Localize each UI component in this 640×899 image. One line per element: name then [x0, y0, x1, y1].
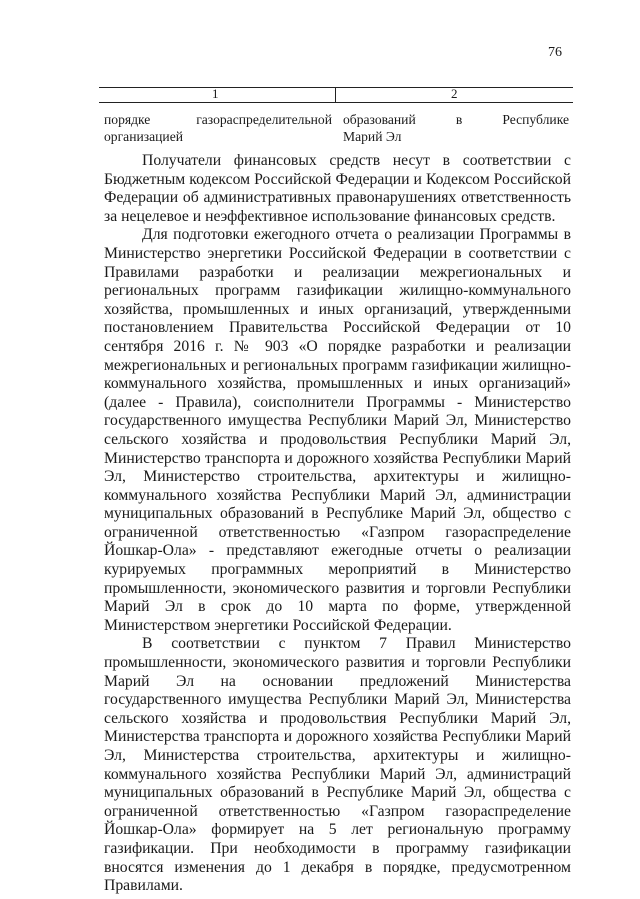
column-divider	[335, 88, 336, 102]
paragraph-3: В соответствии с пунктом 7 Правил Министерство промышленности, экономического развития и торговли Республики Марий Эл на основании предложений Министерства государственного имущества Республики Марий Эл, Министерства сельского хозяйства и продовольствия Республики Марий Эл, Министерства транспорта и дорожного хозяйства Республики Марий Эл, Министерства строительства, архитектуры и жилищно-коммунального хозяйства Республики Марий Эл, администраций муниципальных образований в Республике Марий Эл, общества с ограниченной ответственностью «Газпром газораспределение Йошкар-Ола» формирует на 5 лет региональную программу газификации. При необходимости в программу газификации вносятся изменения до 1 декабря в порядке, предусмотренном Правилами.	[104, 635, 571, 895]
cell-2-word: Республике	[502, 112, 569, 127]
cell-2-line-2: Марий Эл	[343, 129, 402, 144]
cell-2-word: образований	[343, 112, 416, 127]
cell-1-word: порядке	[104, 112, 151, 127]
paragraph-2: Для подготовки ежегодного отчета о реализации Программы в Министерство энергетики Российской Федерации в соответствии с Правилами разработки и реализации межрегиональных и региональных программ газификации жилищно-коммунального хозяйства, промышленных и иных организаций, утвержденными постановлением Правительства Российской Федерации от 10 сентября 2016 г. № 903 «О порядке разработки и реализации межрегиональных и региональных программ газификации жилищно-коммунального хозяйства, промышленных и иных организаций» (далее - Правила), соисполнители Программы - Министерство государственного имущества Республики Марий Эл, Министерство сельского хозяйства и продовольствия Республики Марий Эл, Министерство транспорта и дорожного хозяйства Республики Марий Эл, Министерство строительства, архитектуры и жилищно-коммунального хозяйства Республики Марий Эл, администрации муниципальных образований в Республике Марий Эл, общество с ограниченной ответственностью «Газпром газораспределение Йошкар-Ола» - представляют ежегодные отчеты о реализации курируемых программных мероприятий в Министерство промышленности, экономического развития и торговли Республики Марий Эл в срок до 10 марта по форме, утвержденной Министерством энергетики Российской Федерации.	[104, 226, 571, 634]
cell-1-word: газораспределительной	[196, 112, 332, 127]
cell-2-word: в	[455, 112, 463, 127]
page-number: 76	[548, 45, 562, 60]
cell-1-line-2: организацией	[104, 129, 184, 144]
table-cell-1	[104, 111, 332, 145]
paragraph-1: Получатели финансовых средств несут в соответствии с Бюджетным кодексом Российской Федерации и Кодексом Российской Федерации об административных правонарушениях ответственность за нецелевое и неэффективное использование финансовых средств.	[104, 152, 571, 225]
column-number-1: 1	[212, 86, 219, 101]
table-column-header	[99, 87, 573, 103]
column-number-2: 2	[451, 86, 458, 101]
document-body	[104, 152, 571, 896]
table-cell-2	[343, 111, 569, 145]
cell-1-line-1	[104, 111, 332, 128]
cell-2-line-1	[343, 111, 569, 128]
